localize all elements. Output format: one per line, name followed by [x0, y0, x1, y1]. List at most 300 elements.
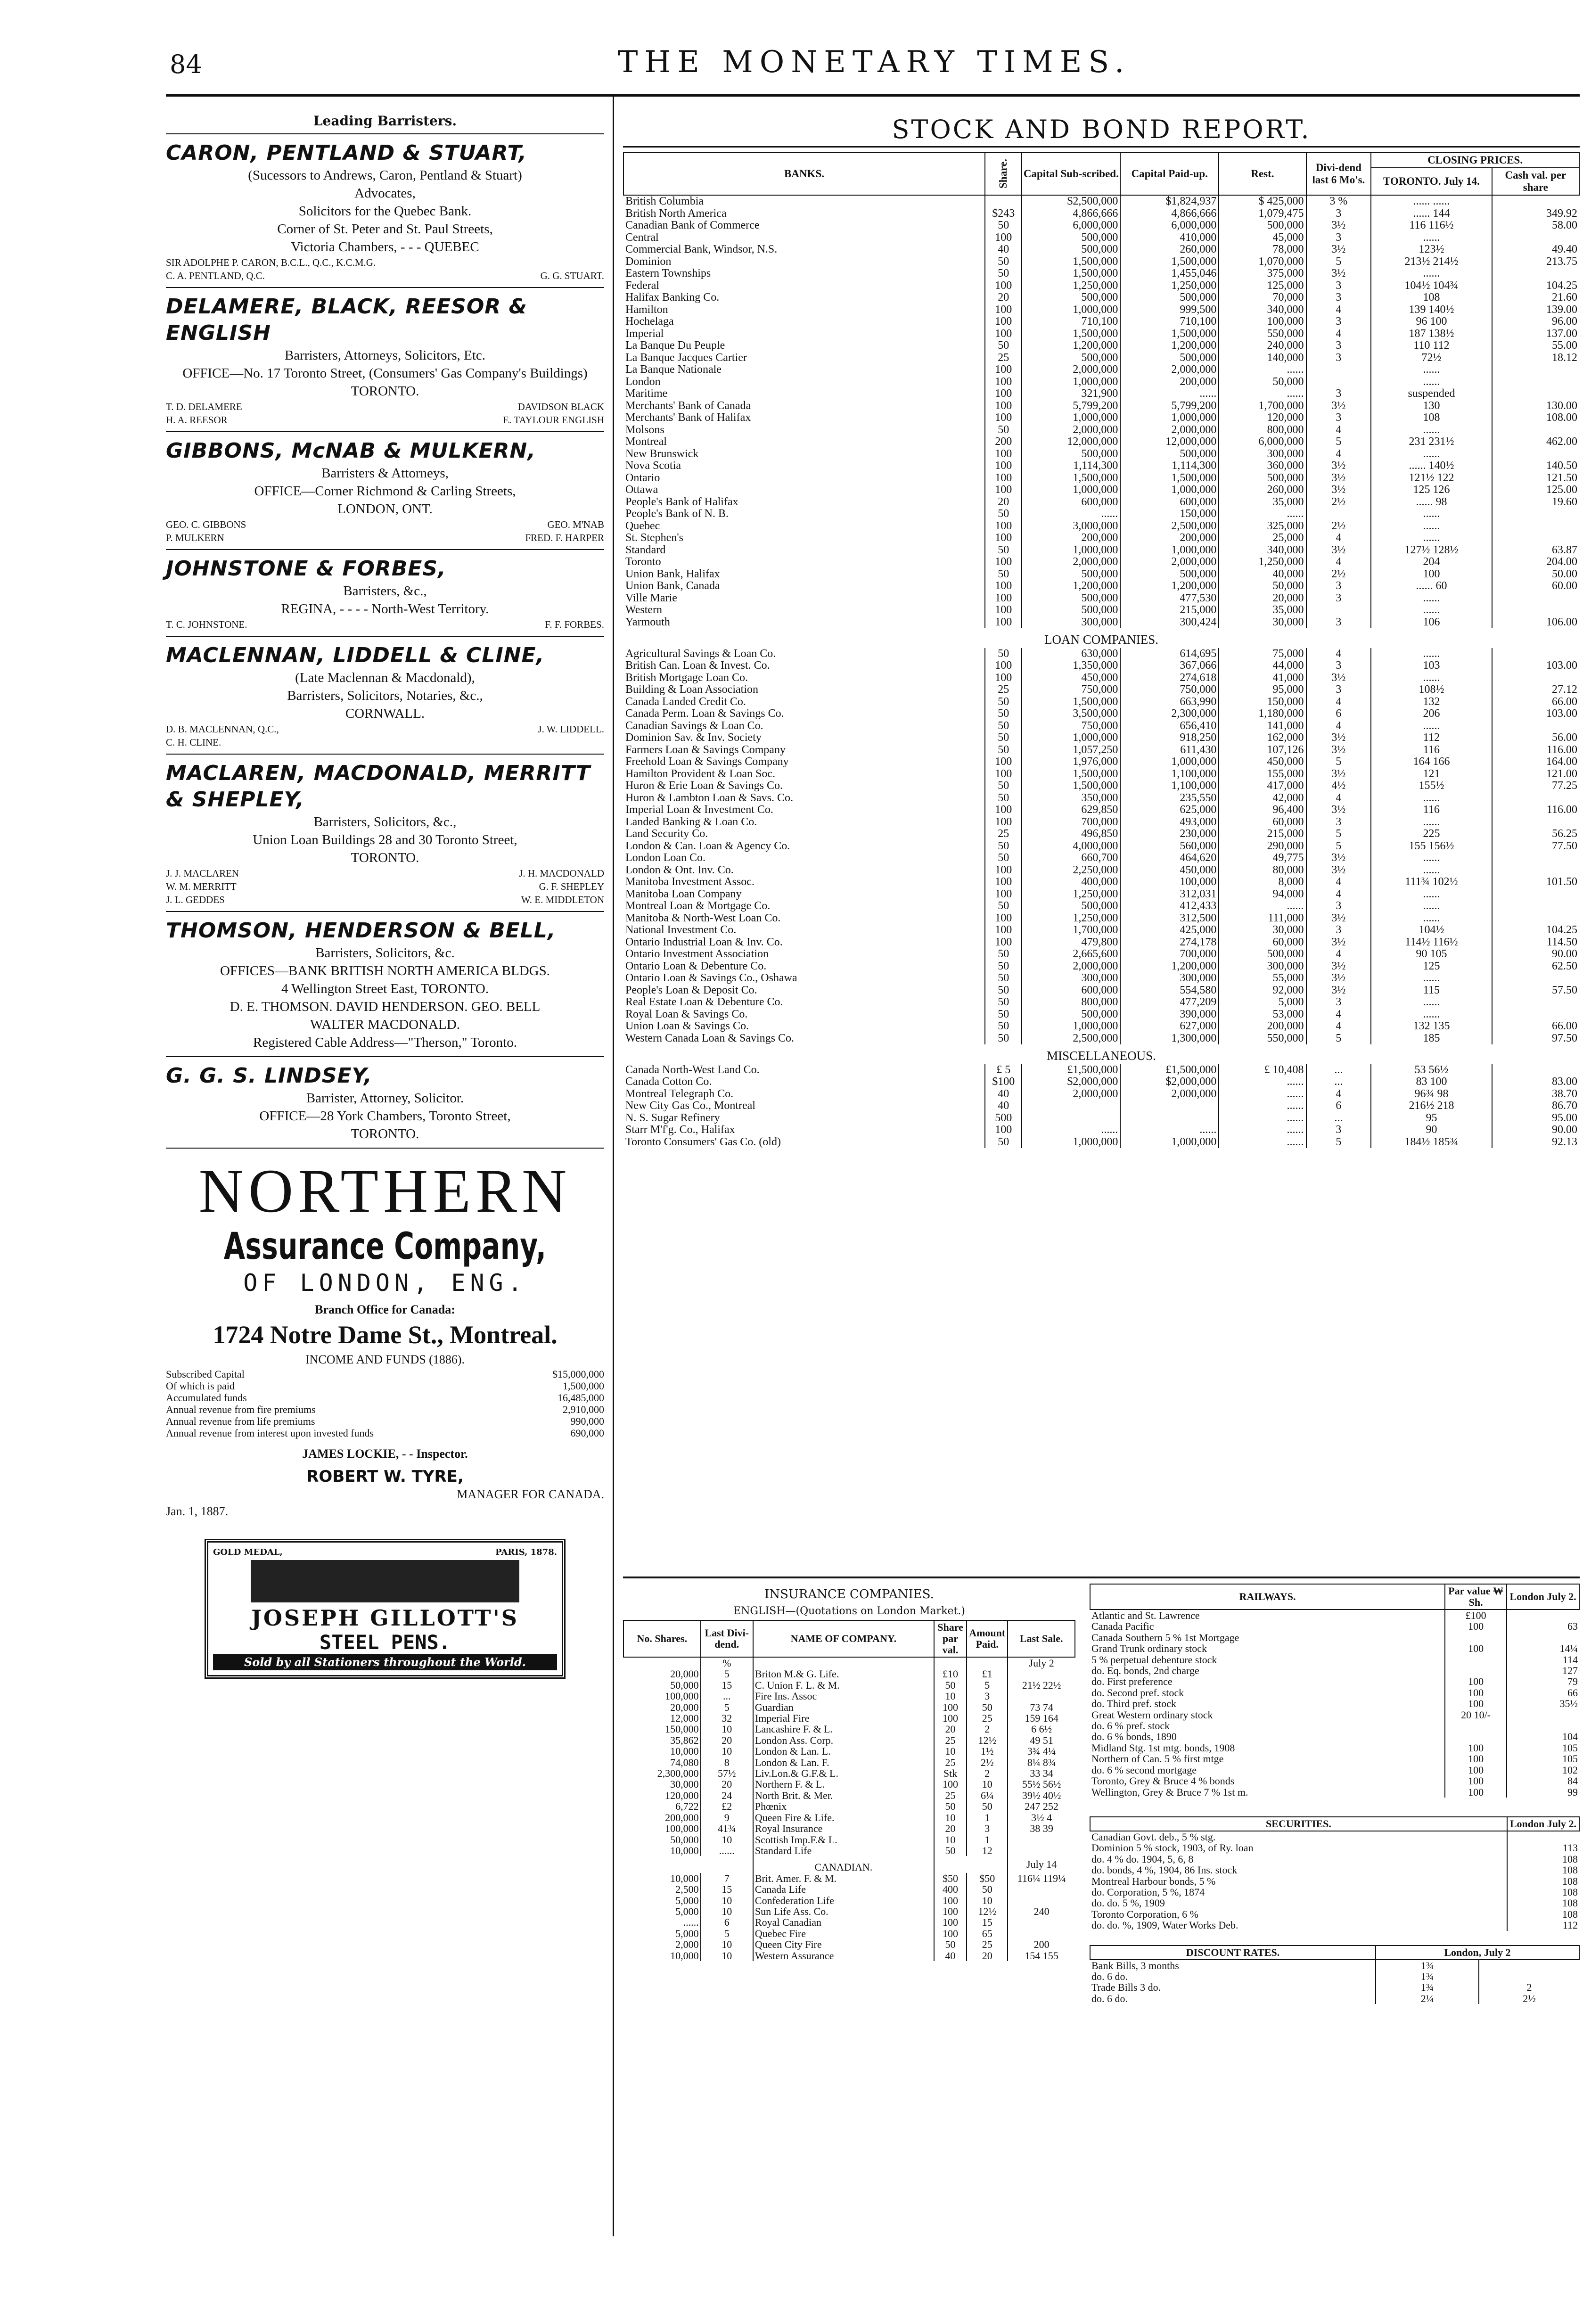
railway-name: Midland Stg. 1st mtg. bonds, 1908 [1091, 1741, 1235, 1754]
insurance-cell: 10 [701, 1906, 753, 1917]
stock-cell [1492, 532, 1579, 544]
stock-cell: 750,000 [1022, 684, 1120, 696]
stock-cell: ...... [1219, 1136, 1306, 1149]
fund-label: Annual revenue from fire premiums [166, 1404, 316, 1415]
stock-cell: 184½ 185¾ [1371, 1136, 1492, 1149]
stock-cell: 3½ [1306, 972, 1371, 985]
stock-cell: 50.00 [1492, 568, 1579, 581]
insurance-cell: 10 [934, 1691, 967, 1701]
stock-cell: 660,700 [1022, 852, 1120, 864]
stock-cell: 367,066 [1120, 660, 1219, 672]
insurance-cell: ...... [683, 1916, 699, 1929]
insurance-cell: 20 [934, 1724, 967, 1734]
stock-cell: 50 [985, 720, 1022, 732]
stock-row [623, 436, 1579, 448]
stock-cell: 1,300,000 [1120, 1033, 1219, 1045]
stock-cell: 44,000 [1219, 660, 1306, 672]
stock-cell: 1,200,000 [1022, 340, 1120, 352]
stock-cell: 125.00 [1492, 484, 1579, 496]
stock-cell: 96 100 [1371, 316, 1492, 328]
stock-cell: 629,850 [1022, 804, 1120, 816]
stock-cell: 103 [1371, 660, 1492, 672]
stock-cell: 100 [985, 804, 1022, 816]
security-row [1090, 1897, 1579, 1908]
insurance-cell: 8 [701, 1757, 753, 1768]
company-name: Eastern Townships [625, 267, 711, 279]
company-name: New City Gas Co., Montreal [625, 1100, 755, 1112]
stock-cell: 1,100,000 [1120, 780, 1219, 792]
stock-cell: 5,799,200 [1022, 400, 1120, 412]
stock-cell: 41,000 [1219, 672, 1306, 684]
railway-name: Northern of Can. 5 % first mtge [1091, 1753, 1224, 1765]
company-name: Toronto [625, 556, 661, 568]
stock-cell: 50 [985, 424, 1022, 436]
stock-cell: 6,000,000 [1022, 220, 1120, 232]
company-name: London & Ont. Inv. Co. [625, 863, 734, 876]
stock-cell: 12,000,000 [1120, 436, 1219, 448]
insurance-blank-cell [934, 1657, 967, 1668]
stock-row [623, 496, 1579, 509]
stock-cell: 100 [985, 756, 1022, 768]
barrister-firm [166, 1056, 604, 1148]
stock-cell [985, 195, 1022, 208]
stock-cell: 4 [1306, 696, 1371, 708]
stock-cell: 116 [1371, 804, 1492, 816]
railway-row [1090, 1742, 1579, 1753]
company-name: Hamilton Provident & Loan Soc. [625, 767, 775, 780]
insurance-row [623, 1757, 1075, 1768]
stock-row [623, 472, 1579, 485]
stock-cell: 200,000 [1120, 376, 1219, 388]
stock-cell: 500,000 [1022, 900, 1120, 912]
stock-row [623, 484, 1579, 496]
stock-cell: 100 [985, 328, 1022, 340]
insurance-subheader-row [623, 1657, 1075, 1668]
company-name: Molsons [625, 423, 664, 436]
stock-cell: 710,100 [1120, 316, 1219, 328]
stock-cell: 121 [1371, 768, 1492, 780]
stock-cell: 50 [985, 732, 1022, 744]
fund-row [166, 1427, 604, 1439]
stock-cell: 1,500,000 [1022, 768, 1120, 780]
insurance-cell: 10 [701, 1834, 753, 1845]
stock-cell: 50 [985, 1136, 1022, 1149]
stock-cell: 50 [985, 985, 1022, 997]
stock-cell: ...... [1120, 1124, 1219, 1136]
partner-name: C. A. PENTLAND, Q.C. [166, 270, 265, 281]
discount-rate: 1¾ [1376, 1960, 1479, 1971]
company-name: Dominion [625, 255, 672, 268]
fund-value: $15,000,000 [552, 1368, 604, 1380]
stock-cell: 290,000 [1219, 840, 1306, 853]
stock-cell: 2,000,000 [1120, 556, 1219, 568]
col-capital-subscribed: Capital Sub-scribed. [1022, 153, 1120, 195]
stock-cell: 5,000 [1219, 996, 1306, 1009]
northern-title: NORTHERN [198, 1156, 572, 1225]
insurance-row [623, 1801, 1075, 1812]
partner-name: J. W. LIDDELL. [538, 723, 604, 735]
insurance-cell: 1½ [967, 1746, 1008, 1757]
fund-value: 690,000 [570, 1427, 604, 1439]
insurance-cell: 8¼ 8¾ [1008, 1757, 1075, 1768]
stock-cell: 92,000 [1219, 985, 1306, 997]
stock-cell: ...... [1371, 816, 1492, 829]
railway-name: do. First preference [1091, 1675, 1173, 1688]
ins-col-paid: Amount Paid. [967, 1620, 1008, 1657]
company-name: Yarmouth [625, 616, 670, 628]
stock-cell: 1,700,000 [1219, 400, 1306, 412]
insurance-cell: 41¾ [701, 1823, 753, 1834]
partner-name: G. F. SHEPLEY [539, 881, 604, 892]
stock-cell: 60.00 [1492, 580, 1579, 592]
insurance-cell [1008, 1668, 1075, 1679]
insurance-cell: 10 [967, 1895, 1008, 1906]
stock-cell: 49.40 [1492, 244, 1579, 256]
security-london: 113 [1507, 1842, 1579, 1853]
stock-cell: 3 [1306, 1124, 1371, 1136]
stock-cell: 1,000,000 [1120, 412, 1219, 424]
stock-cell: 130 [1371, 400, 1492, 412]
railway-par: 100 [1445, 1753, 1507, 1764]
stock-cell: 425,000 [1120, 924, 1219, 936]
stock-row [623, 1124, 1579, 1136]
insurance-company-name: Quebec Fire [753, 1928, 934, 1939]
insurance-cell: 55½ 56½ [1008, 1779, 1075, 1790]
insurance-cell [1008, 1691, 1075, 1701]
stock-cell: ...... [1371, 448, 1492, 460]
stock-cell: 215,000 [1219, 828, 1306, 840]
stock-cell: 918,250 [1120, 732, 1219, 744]
stock-cell: ...... [1371, 364, 1492, 376]
ins-col-shares: No. Shares. [623, 1620, 701, 1657]
stock-cell: 50 [985, 696, 1022, 708]
stock-cell: 50 [985, 1020, 1022, 1033]
firm-line: CORNWALL. [345, 706, 425, 721]
railway-row [1090, 1775, 1579, 1786]
gillott-name: JOSEPH GILLOTT'S [251, 1605, 519, 1631]
stock-cell: 100 [985, 448, 1022, 460]
company-name: La Banque Du Peuple [625, 339, 725, 352]
insurance-row [623, 1950, 1075, 1961]
insurance-canadian-heading: CANADIAN. [753, 1856, 934, 1872]
railway-name: 5 % perpetual debenture stock [1091, 1653, 1217, 1666]
stock-row [623, 568, 1579, 581]
stock-cell: 100 [985, 604, 1022, 616]
stock-row [623, 1033, 1579, 1045]
railway-london: 79 [1507, 1676, 1579, 1687]
stock-cell: 1,114,300 [1120, 460, 1219, 472]
northern-address: 1724 Notre Dame St., Montreal. [213, 1321, 558, 1349]
stock-cell: 100 [985, 484, 1022, 496]
stock-cell: ...... [1371, 592, 1492, 605]
stock-row [623, 244, 1579, 256]
company-name: People's Loan & Deposit Co. [625, 984, 757, 996]
gillott-product: STEEL PENS. [319, 1631, 451, 1654]
stock-row [623, 376, 1579, 388]
insurance-cell: 6¼ [967, 1790, 1008, 1801]
stock-cell: 185 [1371, 1033, 1492, 1045]
stock-cell: 50 [985, 1009, 1022, 1021]
stock-cell: 107,126 [1219, 744, 1306, 756]
stock-row [623, 876, 1579, 888]
stock-cell: 50 [985, 268, 1022, 280]
stock-cell: 500,000 [1120, 568, 1219, 581]
stock-cell: 4 [1306, 792, 1371, 805]
insurance-cell: 50 [934, 1845, 967, 1856]
stock-cell: 2,300,000 [1120, 708, 1219, 720]
insurance-cell: 10,000 [670, 1745, 699, 1757]
stock-cell: $2,500,000 [1022, 195, 1120, 208]
stock-row [623, 996, 1579, 1009]
stock-cell: 162,000 [1219, 732, 1306, 744]
firm-partners-row [166, 518, 604, 531]
railway-par: 100 [1445, 1742, 1507, 1753]
stock-cell: 200,000 [1219, 1020, 1306, 1033]
stock-cell: 240,000 [1219, 340, 1306, 352]
stock-cell: 1,000,000 [1120, 484, 1219, 496]
stock-cell: 1,500,000 [1022, 256, 1120, 268]
railway-name: Great Western ordinary stock [1091, 1708, 1213, 1721]
stock-cell: 6,000,000 [1219, 436, 1306, 448]
stock-cell: 1,500,000 [1022, 696, 1120, 708]
stock-cell: 3½ [1306, 804, 1371, 816]
insurance-cell: 400 [934, 1884, 967, 1895]
stock-cell: 274,178 [1120, 936, 1219, 949]
stock-cell: 114½ 116½ [1371, 936, 1492, 949]
stock-cell: 3 [1306, 232, 1371, 244]
railway-name: do. 6 % second mortgage [1091, 1764, 1197, 1776]
firm-partners-row [166, 736, 604, 749]
insurance-cell: 12 [967, 1845, 1008, 1856]
stock-cell: 2,000,000 [1022, 961, 1120, 973]
stock-cell: 100 [985, 388, 1022, 400]
insurance-cell: 57½ [701, 1768, 753, 1779]
security-london: 108 [1507, 1864, 1579, 1875]
insurance-company-name: Scottish Imp.F.& L. [753, 1834, 934, 1845]
stock-cell: 349.92 [1492, 208, 1579, 220]
discount-rate [1479, 1960, 1579, 1971]
security-name: do. do. %, 1909, Water Works Deb. [1091, 1919, 1238, 1931]
stock-cell: 3 [1306, 280, 1371, 292]
stock-cell: ...... [1219, 508, 1306, 520]
insurance-cell: 5,000 [675, 1894, 699, 1906]
insurance-cell: 100 [934, 1928, 967, 1939]
stock-cell: 100,000 [1219, 316, 1306, 328]
stock-cell: 1,250,000 [1120, 280, 1219, 292]
insurance-cell: 2,500 [675, 1883, 699, 1896]
stock-row [623, 292, 1579, 304]
stock-cell: 50 [985, 972, 1022, 985]
stock-cell: 50 [985, 840, 1022, 853]
stock-cell: 42,000 [1219, 792, 1306, 805]
railway-london: 14¼ [1507, 1643, 1579, 1654]
stock-cell: 3½ [1306, 268, 1371, 280]
stock-row [623, 961, 1579, 973]
insurance-cell: £10 [934, 1668, 967, 1679]
insurance-row [623, 1691, 1075, 1701]
stock-cell: 12,000,000 [1022, 436, 1120, 448]
stock-cell: 325,000 [1219, 520, 1306, 533]
stock-cell: 95,000 [1219, 684, 1306, 696]
northern-funds-list [166, 1368, 604, 1439]
stock-cell [1492, 388, 1579, 400]
railway-row [1090, 1643, 1579, 1654]
stock-row [623, 756, 1579, 768]
insurance-title: INSURANCE COMPANIES. [764, 1587, 934, 1601]
insurance-cell: £2 [701, 1801, 753, 1812]
stock-cell: 104.25 [1492, 280, 1579, 292]
stock-cell: $ 425,000 [1219, 195, 1306, 208]
insurance-cell: 200 [1008, 1939, 1075, 1950]
discount-row [1090, 1993, 1579, 2004]
sec-col-london: London July 2. [1507, 1817, 1579, 1831]
stock-cell: 300,000 [1219, 448, 1306, 460]
stock-row [623, 1088, 1579, 1100]
insurance-cell: 10,000 [670, 1844, 699, 1856]
firm-line: Advocates, [354, 186, 416, 201]
stock-cell: 100 [985, 532, 1022, 544]
stock-cell: 2,000,000 [1120, 364, 1219, 376]
stock-cell: 116 116½ [1371, 220, 1492, 232]
insurance-cell: 247 252 [1008, 1801, 1075, 1812]
stock-cell: 40 [985, 1088, 1022, 1100]
stock-cell: 5 [1306, 1033, 1371, 1045]
stock-cell: 3½ [1306, 220, 1371, 232]
insurance-company-name: Queen Fire & Life. [753, 1812, 934, 1823]
stock-cell: 40,000 [1219, 568, 1306, 581]
insurance-cell: 25 [934, 1790, 967, 1801]
stock-cell: ...... 60 [1371, 580, 1492, 592]
stock-cell: 450,000 [1219, 756, 1306, 768]
insurance-row [623, 1668, 1075, 1679]
stock-cell: 2,500,000 [1120, 520, 1219, 533]
firm-line: Solicitors for the Quebec Bank. [298, 204, 472, 219]
company-name: Montreal Telegraph Co. [625, 1087, 734, 1100]
company-name: People's Bank of Halifax [625, 495, 738, 508]
stock-cell: 213.75 [1492, 256, 1579, 268]
company-name: Land Security Co. [625, 828, 708, 840]
stock-cell [1492, 592, 1579, 605]
security-row [1090, 1920, 1579, 1930]
insurance-company-name: Phœnix [753, 1801, 934, 1812]
stock-cell: 3½ [1306, 672, 1371, 684]
stock-cell: 77.50 [1492, 840, 1579, 853]
stock-cell: 96¾ 98 [1371, 1088, 1492, 1100]
stock-cell: 4 [1306, 1088, 1371, 1100]
stock-cell: 800,000 [1219, 424, 1306, 436]
company-name: British Can. Loan & Invest. Co. [625, 659, 770, 672]
stock-cell: 1,250,000 [1022, 888, 1120, 901]
insurance-row [623, 1834, 1075, 1845]
insurance-cell: 50 [934, 1801, 967, 1812]
railway-london: 104 [1507, 1731, 1579, 1742]
rail-col-london: London July 2. [1507, 1584, 1579, 1610]
insurance-cell: 21½ 22½ [1008, 1680, 1075, 1691]
railway-london: 84 [1507, 1775, 1579, 1786]
stock-cell: 4 [1306, 424, 1371, 436]
insurance-cell: 20 [967, 1950, 1008, 1961]
stock-cell: 96.00 [1492, 316, 1579, 328]
insurance-company-name: Liv.Lon.& G.F.& L. [753, 1768, 934, 1779]
insurance-cell: 100 [934, 1917, 967, 1928]
stock-cell: 100 [985, 232, 1022, 244]
stock-cell: ...... [1371, 852, 1492, 864]
insurance-cell: 25 [967, 1939, 1008, 1950]
stock-cell [1492, 232, 1579, 244]
stock-cell: 123½ [1371, 244, 1492, 256]
stock-cell [1022, 1100, 1120, 1112]
insurance-row [623, 1724, 1075, 1734]
railways-table [1090, 1584, 1580, 1798]
discount-table [1090, 1945, 1580, 2004]
stock-cell: 121½ 122 [1371, 472, 1492, 485]
gillott-logo-image [251, 1560, 519, 1602]
discount-name: do. 6 do. [1091, 1970, 1128, 1982]
rail-col-name: RAILWAYS. [1090, 1584, 1445, 1610]
firm-line: Barristers, Solicitors, &c., [313, 814, 457, 829]
stock-cell: 360,000 [1219, 460, 1306, 472]
railway-name: Canada Pacific [1091, 1620, 1154, 1633]
insurance-company-name: Imperial Fire [753, 1713, 934, 1724]
insurance-cell: 1 [967, 1834, 1008, 1845]
stock-cell: 554,580 [1120, 985, 1219, 997]
stock-cell: 63.87 [1492, 544, 1579, 557]
stock-cell: 100 [985, 460, 1022, 472]
stock-row [623, 316, 1579, 328]
insurance-cell: 9 [701, 1812, 753, 1823]
company-name: Canada Landed Credit Co. [625, 695, 746, 708]
stock-cell: 132 135 [1371, 1020, 1492, 1033]
stock-cell: 216½ 218 [1371, 1100, 1492, 1112]
stock-cell: 20 [985, 496, 1022, 509]
stock-row [623, 1136, 1579, 1149]
stock-cell: 300,000 [1219, 961, 1306, 973]
stock-cell: 3½ [1306, 400, 1371, 412]
stock-cell [1492, 1009, 1579, 1021]
insurance-row [623, 1906, 1075, 1917]
stock-cell: ...... [1371, 864, 1492, 877]
railway-name: do. 6 % bonds, 1890 [1091, 1731, 1177, 1743]
stock-cell: 77.25 [1492, 780, 1579, 792]
insurance-percent: % [701, 1657, 753, 1668]
firm-line: OFFICE—No. 17 Toronto Street, (Consumers' Gas Company's Buildings) [182, 366, 588, 381]
company-name: Canada Perm. Loan & Savings Co. [625, 707, 784, 720]
insurance-cell: 10 [701, 1939, 753, 1950]
railway-name: Canada Southern 5 % 1st Mortgage [1091, 1631, 1239, 1643]
company-name: National Investment Co. [625, 924, 737, 936]
fund-label: Accumulated funds [166, 1392, 247, 1404]
stock-cell: 100 [985, 280, 1022, 292]
railway-london: 99 [1507, 1787, 1579, 1798]
stock-cell: 4½ [1306, 780, 1371, 792]
stock-cell: 103.00 [1492, 660, 1579, 672]
fund-value: 1,500,000 [563, 1380, 604, 1392]
railway-row [1090, 1610, 1579, 1621]
gillott-paris: PARIS, 1878. [495, 1547, 557, 1557]
stock-cell: 100 [985, 672, 1022, 684]
stock-cell: 100 [985, 616, 1022, 629]
stock-cell: 6,000,000 [1120, 220, 1219, 232]
stock-cell: 2½ [1306, 520, 1371, 533]
stock-cell: 50 [985, 780, 1022, 792]
stock-cell: 1,250,000 [1022, 280, 1120, 292]
stock-cell: ...... [1371, 648, 1492, 660]
stock-cell: 312,500 [1120, 912, 1219, 925]
firm-line: Registered Cable Address—"Therson," Toronto. [253, 1035, 517, 1050]
insurance-cell: 20,000 [670, 1668, 699, 1680]
stock-cell: 101.50 [1492, 876, 1579, 888]
stock-cell: 25 [985, 352, 1022, 364]
